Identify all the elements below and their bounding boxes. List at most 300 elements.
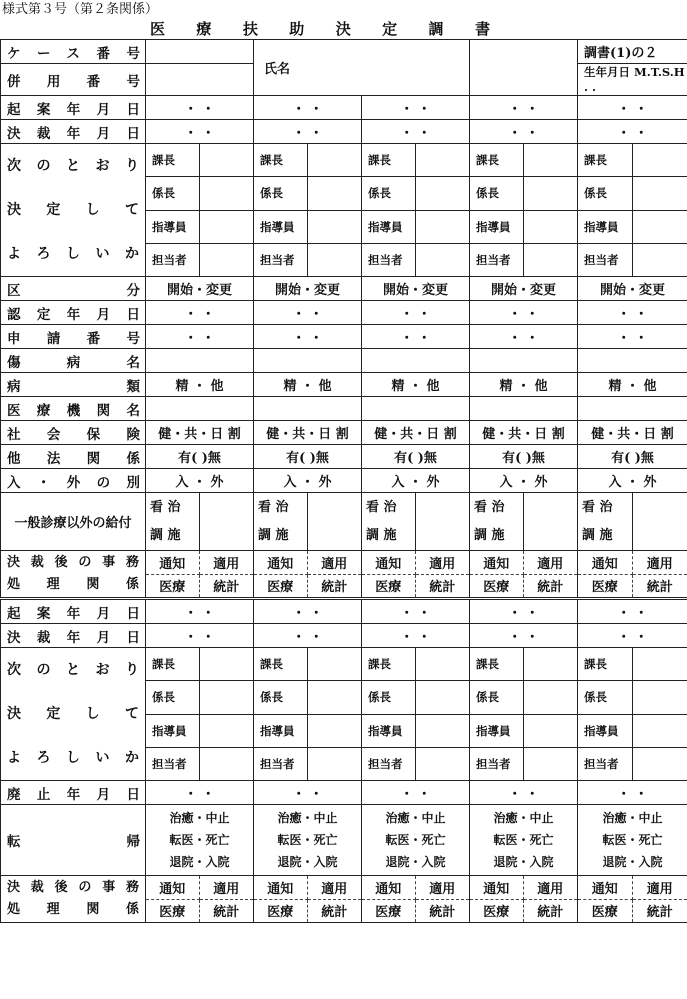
proc-notice: 通知 <box>267 881 294 897</box>
approval-role-label: 課長 <box>584 657 608 672</box>
in-out-cell[interactable] <box>254 469 362 493</box>
approval-role-cell <box>362 681 416 714</box>
date-cell[interactable] <box>146 120 254 144</box>
approval-role-label: 担当者 <box>368 756 403 771</box>
approval-seal-box[interactable] <box>200 648 254 681</box>
approval-seal-box[interactable] <box>633 144 687 177</box>
approval-seal-box[interactable] <box>633 177 687 210</box>
approval-role-cell <box>254 210 308 243</box>
processing-cell[interactable] <box>254 551 362 599</box>
approval-role-cell <box>470 681 524 714</box>
category-cell[interactable] <box>146 277 254 301</box>
date-cell[interactable] <box>470 781 578 805</box>
decision-date-2-row <box>1 624 687 648</box>
proc-apply: 適用 <box>537 881 564 897</box>
date-cell[interactable] <box>578 96 687 120</box>
approval-role-cell <box>254 144 308 177</box>
outcome-option: 治癒・中止 <box>385 811 446 825</box>
title-char: 医 <box>150 20 166 38</box>
date-value: ・ ・ <box>292 630 323 645</box>
name-field-blank[interactable] <box>470 40 578 96</box>
approval-seal-box[interactable] <box>633 243 687 276</box>
proc-apply: 適用 <box>429 881 456 897</box>
outcome-option: 退院・入院 <box>169 855 230 869</box>
date-value: ・ ・ <box>400 307 431 322</box>
approval-seal-box[interactable] <box>524 681 578 714</box>
apply-number-label-cell <box>1 325 146 349</box>
date-value: ・ ・ <box>508 606 539 621</box>
payment-option-a: 看 治 <box>474 499 505 515</box>
approval-row <box>1 144 687 177</box>
outcome-option: 転医・死亡 <box>493 833 554 847</box>
case-number-field[interactable] <box>146 40 254 64</box>
proc-medical: 医療 <box>483 905 510 921</box>
date-cell[interactable] <box>254 301 362 325</box>
approval-seal-box[interactable] <box>524 747 578 780</box>
outcome-option: 治癒・中止 <box>602 811 663 825</box>
payment-option-b: 調 施 <box>150 527 181 543</box>
in-out-value: 入 ・ 外 <box>499 475 548 490</box>
other-law-row <box>1 445 687 469</box>
proc-medical: 医療 <box>591 905 618 921</box>
date-cell[interactable] <box>578 781 687 805</box>
approval-role-label: 担当者 <box>584 252 619 267</box>
insurance-cell[interactable] <box>362 421 470 445</box>
other-law-cell[interactable] <box>470 445 578 469</box>
processing-cell[interactable] <box>362 876 470 923</box>
approval-role-label: 担当者 <box>476 252 511 267</box>
disease-type-label-cell <box>1 373 146 397</box>
in-out-value: 入 ・ 外 <box>283 475 332 490</box>
outcome-cell[interactable] <box>254 805 362 876</box>
date-value: ・ ・ <box>292 102 323 117</box>
date-value: ・ ・ <box>617 606 648 621</box>
approval-seal-box[interactable] <box>308 747 362 780</box>
proc-apply: 適用 <box>213 881 240 897</box>
disease-name-field[interactable] <box>578 349 687 373</box>
disease-name-field[interactable] <box>146 349 254 373</box>
approval-role-label: 指導員 <box>368 219 403 234</box>
approval-seal-box[interactable] <box>308 681 362 714</box>
date-value: ・ ・ <box>617 126 648 141</box>
other-law-cell[interactable] <box>362 445 470 469</box>
date-cell[interactable] <box>470 301 578 325</box>
date-value: ・ ・ <box>400 331 431 346</box>
date-cell[interactable] <box>362 120 470 144</box>
date-value: ・ ・ <box>508 307 539 322</box>
approval-text-line: よろしいか <box>7 246 139 262</box>
approval-role-label: 課長 <box>476 153 500 168</box>
in-out-cell[interactable] <box>470 469 578 493</box>
document-title <box>150 19 490 39</box>
disease-type-cell[interactable] <box>362 373 470 397</box>
decision-date-row <box>1 120 687 144</box>
abolish-date-label-cell <box>1 781 146 805</box>
approval-seal-box[interactable] <box>308 648 362 681</box>
payment-option-b: 調 施 <box>582 527 613 543</box>
insurance-value: 健・共・日 割 <box>158 427 241 442</box>
processing-cell[interactable] <box>470 876 578 923</box>
payment-option-cell[interactable] <box>578 493 633 551</box>
approval-seal-box[interactable] <box>416 177 470 210</box>
payment-option-cell[interactable] <box>470 493 524 551</box>
date-value: ・ ・ <box>617 307 648 322</box>
approval-seal-box[interactable] <box>308 144 362 177</box>
date-cell[interactable] <box>254 96 362 120</box>
approval-role-label: 担当者 <box>368 252 403 267</box>
date-value: ・ ・ <box>184 787 215 802</box>
in-out-cell[interactable] <box>146 469 254 493</box>
date-cell[interactable] <box>254 120 362 144</box>
abolish-date-row <box>1 781 687 805</box>
date-cell[interactable] <box>254 781 362 805</box>
proc-apply: 適用 <box>213 556 240 572</box>
disease-name-field[interactable] <box>254 349 362 373</box>
general-payment-row <box>1 493 687 551</box>
proc-stats: 統計 <box>213 905 240 921</box>
institution-field[interactable] <box>470 397 578 421</box>
insurance-cell[interactable] <box>470 421 578 445</box>
category-cell[interactable] <box>254 277 362 301</box>
approval-role-cell <box>146 648 200 681</box>
certify-date-label: 認定年月日 <box>7 306 140 323</box>
in-out-value: 入 ・ 外 <box>175 475 224 490</box>
approval-seal-box[interactable] <box>308 243 362 276</box>
draft-date-row <box>1 96 687 120</box>
date-cell[interactable] <box>470 96 578 120</box>
general-payment-label: 一般診療以外の給付 <box>14 516 132 531</box>
date-value: ・ ・ <box>508 102 539 117</box>
date-cell[interactable] <box>254 325 362 349</box>
disease-type-label: 病類 <box>7 378 140 395</box>
insurance-cell[interactable] <box>254 421 362 445</box>
category-value: 開始・変更 <box>491 283 557 298</box>
after-decision-label-cell <box>1 876 146 923</box>
payment-blank-cell[interactable] <box>524 493 578 551</box>
date-cell[interactable] <box>146 301 254 325</box>
approval-role-cell <box>362 747 416 780</box>
approval-seal-box[interactable] <box>416 714 470 747</box>
date-value: ・ ・ <box>184 102 215 117</box>
other-law-cell[interactable] <box>254 445 362 469</box>
outcome-option: 退院・入院 <box>277 855 338 869</box>
institution-field[interactable] <box>578 397 687 421</box>
in-out-cell[interactable] <box>362 469 470 493</box>
payment-blank-cell[interactable] <box>416 493 470 551</box>
approval-seal-box[interactable] <box>200 177 254 210</box>
date-cell[interactable] <box>146 624 254 648</box>
approval-seal-box[interactable] <box>633 210 687 243</box>
date-cell[interactable] <box>470 325 578 349</box>
approval-seal-box[interactable] <box>416 747 470 780</box>
case-number-row <box>1 40 687 64</box>
category-label-cell <box>1 277 146 301</box>
disease-type-cell[interactable] <box>254 373 362 397</box>
date-cell[interactable] <box>470 624 578 648</box>
date-cell[interactable] <box>578 325 687 349</box>
date-cell[interactable] <box>362 781 470 805</box>
approval-text-line: 決定して <box>7 706 139 722</box>
decision-date-2-label-cell <box>1 624 146 648</box>
institution-field[interactable] <box>254 397 362 421</box>
social-insurance-row <box>1 421 687 445</box>
date-cell[interactable] <box>146 325 254 349</box>
payment-blank-cell[interactable] <box>200 493 254 551</box>
approval-role-cell <box>470 210 524 243</box>
processing-cell[interactable] <box>254 876 362 923</box>
apply-number-label: 申請番号 <box>7 330 140 347</box>
outcome-option: 治癒・中止 <box>277 811 338 825</box>
approval-seal-box[interactable] <box>416 210 470 243</box>
disease-type-cell[interactable] <box>578 373 687 397</box>
proc-medical: 医療 <box>267 905 294 921</box>
insurance-value: 健・共・日 割 <box>591 427 674 442</box>
date-cell[interactable] <box>578 301 687 325</box>
approval-role-cell <box>578 681 633 714</box>
proc-stats: 統計 <box>429 905 456 921</box>
name-cell[interactable] <box>254 40 470 96</box>
decision-date-label: 決裁年月日 <box>7 125 140 142</box>
outcome-cell[interactable] <box>362 805 470 876</box>
date-value: ・ ・ <box>508 126 539 141</box>
title-char: 扶 <box>242 20 258 38</box>
proc-notice: 通知 <box>483 881 510 897</box>
approval-seal-box[interactable] <box>524 177 578 210</box>
proc-notice: 通知 <box>591 556 618 572</box>
date-cell[interactable] <box>362 96 470 120</box>
category-cell[interactable] <box>470 277 578 301</box>
approval-role-label: 係長 <box>476 690 500 705</box>
disease-name-label-cell <box>1 349 146 373</box>
after-decision-label-line: 決裁後の事務 <box>7 880 139 895</box>
outcome-option: 転医・死亡 <box>169 833 230 847</box>
approval-role-cell <box>470 714 524 747</box>
after-decision-label-cell <box>1 551 146 599</box>
approval-seal-box[interactable] <box>633 681 687 714</box>
payment-option-b: 調 施 <box>366 527 397 543</box>
approval-seal-box[interactable] <box>633 648 687 681</box>
approval-role-cell <box>578 747 633 780</box>
institution-field[interactable] <box>146 397 254 421</box>
date-value: ・ ・ <box>292 307 323 322</box>
other-law-cell[interactable] <box>146 445 254 469</box>
approval-role-cell <box>578 177 633 210</box>
category-row <box>1 277 687 301</box>
birth-date-label: 生年月日 M.T.S.H . . <box>584 65 685 94</box>
approval-seal-box[interactable] <box>524 144 578 177</box>
disease-type-cell[interactable] <box>470 373 578 397</box>
approval-text-line: 次のとおり <box>7 662 139 678</box>
approval-seal-box[interactable] <box>416 243 470 276</box>
processing-cell[interactable] <box>470 551 578 599</box>
joint-number-field[interactable] <box>146 64 254 96</box>
approval-role-label: 指導員 <box>152 723 187 738</box>
approval-seal-box[interactable] <box>524 648 578 681</box>
disease-type-cell[interactable] <box>146 373 254 397</box>
category-value: 開始・変更 <box>274 283 340 298</box>
date-value: ・ ・ <box>184 331 215 346</box>
approval-role-cell <box>470 747 524 780</box>
date-value: ・ ・ <box>184 307 215 322</box>
social-insurance-label-cell <box>1 421 146 445</box>
processing-cell[interactable] <box>146 876 254 923</box>
proc-medical: 医療 <box>591 580 618 596</box>
date-cell[interactable] <box>362 301 470 325</box>
approval-role-label: 課長 <box>476 657 500 672</box>
category-cell[interactable] <box>362 277 470 301</box>
disease-type-value: 精 ・ 他 <box>608 379 657 394</box>
approval-seal-box[interactable] <box>524 714 578 747</box>
title-char: 助 <box>289 20 305 38</box>
approval-seal-box[interactable] <box>200 681 254 714</box>
approval-seal-box[interactable] <box>200 210 254 243</box>
approval-seal-box[interactable] <box>416 144 470 177</box>
proc-apply: 適用 <box>321 556 348 572</box>
processing-cell[interactable] <box>578 551 687 599</box>
payment-option-a: 看 治 <box>150 499 181 515</box>
approval-role-cell <box>362 177 416 210</box>
after-decision-label-line: 処理関係 <box>7 902 139 917</box>
date-value: ・ ・ <box>617 102 648 117</box>
title-char: 決 <box>335 20 351 38</box>
approval-role-cell <box>362 144 416 177</box>
approval-seal-box[interactable] <box>200 714 254 747</box>
processing-cell[interactable] <box>578 876 687 923</box>
approval-seal-box[interactable] <box>200 243 254 276</box>
in-out-value: 入 ・ 外 <box>391 475 440 490</box>
approval-seal-box[interactable] <box>633 747 687 780</box>
other-law-value: 有( )無 <box>286 451 329 466</box>
birth-date-cell[interactable] <box>578 64 687 96</box>
proc-stats: 統計 <box>537 905 564 921</box>
outcome-cell[interactable] <box>578 805 687 876</box>
date-value: ・ ・ <box>292 787 323 802</box>
proc-notice: 通知 <box>483 556 510 572</box>
date-value: ・ ・ <box>184 606 215 621</box>
payment-option-a: 看 治 <box>582 499 613 515</box>
approval-role-cell <box>578 210 633 243</box>
proc-medical: 医療 <box>375 905 402 921</box>
date-cell[interactable] <box>146 599 254 624</box>
insurance-cell[interactable] <box>146 421 254 445</box>
disease-name-field[interactable] <box>470 349 578 373</box>
approval-seal-box[interactable] <box>200 144 254 177</box>
approval-role-cell <box>254 648 308 681</box>
approval-role-cell <box>470 177 524 210</box>
disease-type-value: 精 ・ 他 <box>283 379 332 394</box>
date-cell[interactable] <box>470 599 578 624</box>
in-out-value: 入 ・ 外 <box>608 475 657 490</box>
outcome-label: 転帰 <box>7 834 140 850</box>
date-cell[interactable] <box>146 96 254 120</box>
apply-number-row <box>1 325 687 349</box>
draft-date-label: 起案年月日 <box>7 101 140 118</box>
payment-blank-cell[interactable] <box>308 493 362 551</box>
other-law-cell[interactable] <box>578 445 687 469</box>
in-out-cell[interactable] <box>578 469 687 493</box>
approval-role-label: 担当者 <box>152 252 187 267</box>
date-value: ・ ・ <box>508 787 539 802</box>
abolish-date-label: 廃止年月日 <box>7 786 140 803</box>
outcome-option: 退院・入院 <box>602 855 663 869</box>
date-value: ・ ・ <box>400 102 431 117</box>
date-cell[interactable] <box>362 624 470 648</box>
category-cell[interactable] <box>578 277 687 301</box>
outcome-option: 退院・入院 <box>385 855 446 869</box>
institution-label: 医療機関名 <box>7 402 140 419</box>
outcome-option: 退院・入院 <box>493 855 554 869</box>
proc-notice: 通知 <box>159 556 186 572</box>
approval-role-cell <box>146 243 200 276</box>
approval-role-cell <box>362 210 416 243</box>
proc-stats: 統計 <box>429 580 456 596</box>
approval-role-label: 係長 <box>584 186 608 201</box>
approval-question-cell <box>1 144 146 277</box>
date-cell[interactable] <box>578 599 687 624</box>
approval-seal-box[interactable] <box>200 747 254 780</box>
approval-seal-box[interactable] <box>524 243 578 276</box>
approval-seal-box[interactable] <box>416 648 470 681</box>
approval-seal-box[interactable] <box>308 714 362 747</box>
date-cell[interactable] <box>254 599 362 624</box>
outcome-cell[interactable] <box>146 805 254 876</box>
general-payment-label-cell <box>1 493 146 551</box>
disease-name-field[interactable] <box>362 349 470 373</box>
payment-option-cell[interactable] <box>254 493 308 551</box>
date-value: ・ ・ <box>508 331 539 346</box>
insurance-cell[interactable] <box>578 421 687 445</box>
draft-date-2-row <box>1 599 687 624</box>
approval-role-cell <box>578 144 633 177</box>
approval-seal-box[interactable] <box>416 681 470 714</box>
other-law-value: 有( )無 <box>394 451 437 466</box>
approval-seal-box[interactable] <box>308 210 362 243</box>
proc-medical: 医療 <box>483 580 510 596</box>
date-cell[interactable] <box>578 120 687 144</box>
date-cell[interactable] <box>470 120 578 144</box>
approval-seal-box[interactable] <box>633 714 687 747</box>
other-law-label: 他法関係 <box>7 450 140 467</box>
processing-cell[interactable] <box>362 551 470 599</box>
proc-apply: 適用 <box>537 556 564 572</box>
date-cell[interactable] <box>146 781 254 805</box>
approval-role-label: 指導員 <box>584 219 619 234</box>
date-cell[interactable] <box>362 599 470 624</box>
approval-role-label: 担当者 <box>152 756 187 771</box>
approval-question-cell <box>1 648 146 781</box>
date-cell[interactable] <box>362 325 470 349</box>
institution-field[interactable] <box>362 397 470 421</box>
date-cell[interactable] <box>578 624 687 648</box>
payment-blank-cell[interactable] <box>633 493 687 551</box>
approval-role-label: 担当者 <box>476 756 511 771</box>
approval-role-cell <box>578 243 633 276</box>
approval-seal-box[interactable] <box>308 177 362 210</box>
approval-role-label: 係長 <box>368 186 391 201</box>
outcome-cell[interactable] <box>470 805 578 876</box>
processing-cell[interactable] <box>146 551 254 599</box>
date-cell[interactable] <box>254 624 362 648</box>
approval-role-cell <box>470 648 524 681</box>
approval-seal-box[interactable] <box>524 210 578 243</box>
payment-option-cell[interactable] <box>146 493 200 551</box>
approval-role-cell <box>578 648 633 681</box>
category-label: 区分 <box>7 282 140 299</box>
payment-option-cell[interactable] <box>362 493 416 551</box>
proc-medical: 医療 <box>267 580 294 596</box>
approval-role-cell <box>146 177 200 210</box>
approval-role-cell <box>146 714 200 747</box>
